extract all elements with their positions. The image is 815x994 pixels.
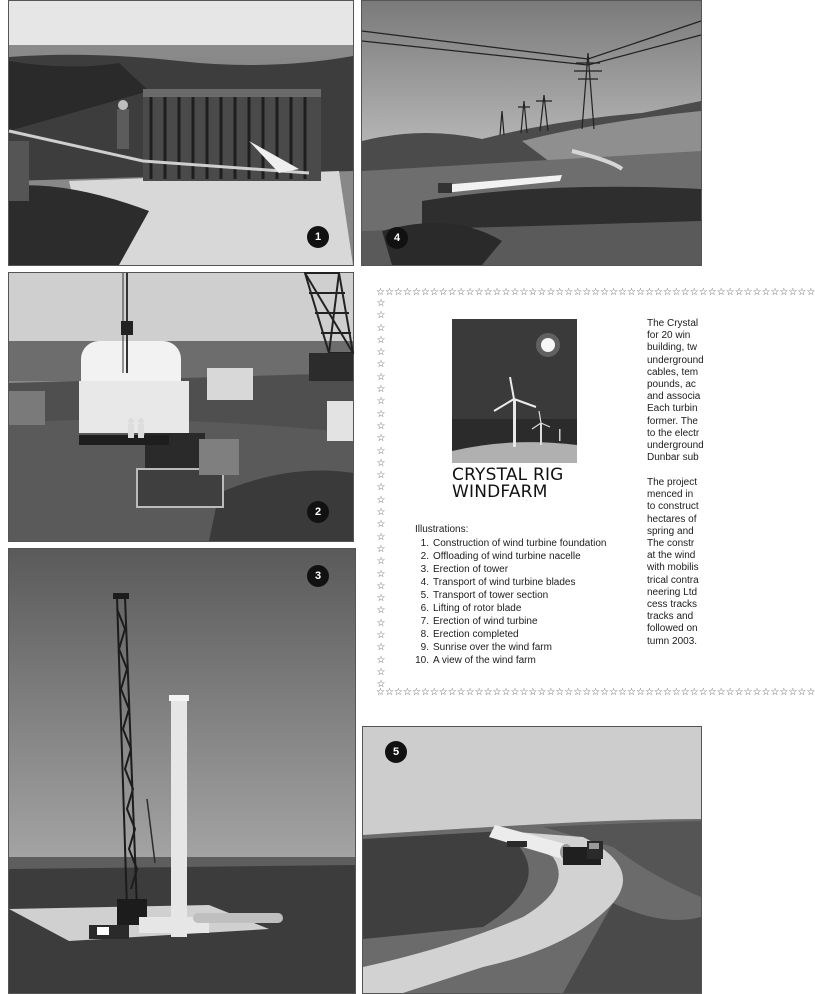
illustration-item bbox=[415, 641, 630, 654]
photo-number-badge: 5 bbox=[385, 741, 407, 763]
body-text-line: underground bbox=[647, 354, 704, 366]
body-text-line: and associa bbox=[647, 391, 701, 403]
star-border-bottom: ☆☆☆☆☆☆☆☆☆☆☆☆☆☆☆☆☆☆☆☆☆☆☆☆☆☆☆☆☆☆☆☆☆☆☆☆☆☆☆☆☆☆☆☆☆☆☆☆☆ bbox=[376, 687, 815, 698]
body-text-line: underground bbox=[647, 440, 704, 452]
illustration-item bbox=[415, 615, 630, 628]
photo-foundation-construction bbox=[8, 0, 354, 266]
illustration-caption: Erection of wind turbine bbox=[433, 616, 538, 627]
illustration-item bbox=[415, 563, 630, 576]
body-text-line: The constr bbox=[647, 538, 695, 550]
illustration-item bbox=[415, 602, 630, 615]
body-text-line: to the electr bbox=[647, 427, 700, 439]
body-text-line: The project bbox=[647, 477, 698, 488]
illustration-caption: Lifting of rotor blade bbox=[433, 603, 522, 614]
illustrations-heading: Illustrations: bbox=[415, 524, 469, 535]
illustration-caption: Erection completed bbox=[433, 629, 519, 640]
photo-tower-erection bbox=[8, 548, 356, 994]
illustration-caption: Sunrise over the wind farm bbox=[433, 642, 552, 653]
body-text-para1 bbox=[647, 318, 727, 464]
illustration-caption: A view of the wind farm bbox=[433, 655, 536, 666]
body-text-line: followed on bbox=[647, 623, 698, 635]
windfarm-logo-image bbox=[452, 319, 577, 463]
illustration-number: 1. bbox=[420, 538, 429, 549]
body-text-line: pounds, ac bbox=[647, 379, 696, 391]
body-text-line: Each turbin bbox=[647, 403, 698, 415]
illustration-number: 8. bbox=[420, 629, 429, 640]
photo-blade-transport bbox=[361, 0, 702, 266]
illustration-item bbox=[415, 576, 630, 589]
body-text-line: tracks and bbox=[647, 611, 694, 623]
illustration-number: 9. bbox=[420, 642, 429, 653]
illustration-number: 2. bbox=[420, 551, 429, 562]
body-text-line: neering Ltd bbox=[647, 586, 698, 598]
photo-number-badge: 1 bbox=[307, 226, 329, 248]
illustration-number: 4. bbox=[420, 577, 429, 588]
logo-title-line1: CRYSTAL RIG bbox=[452, 465, 564, 485]
photo-nacelle-offloading bbox=[8, 272, 354, 542]
illustration-item bbox=[415, 654, 630, 667]
illustration-number: 6. bbox=[420, 603, 429, 614]
photo-number-badge: 3 bbox=[307, 565, 329, 587]
body-text-line: The Crystal bbox=[647, 318, 699, 329]
body-text-line: for 20 win bbox=[647, 330, 691, 342]
illustration-number: 7. bbox=[420, 616, 429, 627]
body-text-line: at the wind bbox=[647, 550, 696, 562]
body-text-line: Dunbar sub bbox=[647, 452, 699, 464]
illustration-caption: Transport of tower section bbox=[433, 590, 549, 601]
photo-number-badge: 4 bbox=[386, 227, 408, 249]
illustration-caption: Offloading of wind turbine nacelle bbox=[433, 551, 581, 562]
illustrations-list bbox=[415, 537, 630, 667]
body-text-line: menced in bbox=[647, 489, 694, 501]
body-text-line: cables, tem bbox=[647, 366, 699, 378]
illustration-item bbox=[415, 550, 630, 563]
illustration-caption: Erection of tower bbox=[433, 564, 509, 575]
illustration-number: 10. bbox=[415, 655, 429, 666]
logo-title-line2: WINDFARM bbox=[452, 482, 548, 502]
body-text-line: trical contra bbox=[647, 574, 699, 586]
illustration-number: 3. bbox=[420, 564, 429, 575]
body-text-line: to construct bbox=[647, 501, 699, 513]
illustration-item bbox=[415, 589, 630, 602]
body-text-line: former. The bbox=[647, 415, 698, 427]
star-border-left: ☆ ☆ ☆ ☆ ☆ ☆ ☆ ☆ ☆ ☆ ☆ ☆ ☆ ☆ ☆ ☆ ☆ ☆ ☆ ☆ ☆ ☆ ☆ ☆ ☆ ☆ ☆ ☆ ☆ ☆ ☆ ☆ bbox=[376, 298, 386, 691]
body-text-line: spring and bbox=[647, 525, 694, 537]
illustration-number: 5. bbox=[420, 590, 429, 601]
photo-tower-section-transport bbox=[362, 726, 702, 994]
star-border-top: ☆☆☆☆☆☆☆☆☆☆☆☆☆☆☆☆☆☆☆☆☆☆☆☆☆☆☆☆☆☆☆☆☆☆☆☆☆☆☆☆☆☆☆☆☆☆☆☆☆ bbox=[376, 287, 815, 298]
illustration-item bbox=[415, 537, 630, 550]
body-text-line: cess tracks bbox=[647, 599, 698, 611]
illustration-caption: Construction of wind turbine foundation bbox=[433, 538, 607, 549]
illustration-caption: Transport of wind turbine blades bbox=[433, 577, 576, 588]
body-text-para2 bbox=[647, 477, 727, 648]
body-text-line: building, tw bbox=[647, 342, 698, 354]
body-text-line: hectares of bbox=[647, 513, 697, 525]
illustration-item bbox=[415, 628, 630, 641]
body-text-line: tumn 2003. bbox=[647, 635, 698, 647]
photo-number-badge: 2 bbox=[307, 501, 329, 523]
body-text-line: with mobilis bbox=[647, 562, 699, 574]
